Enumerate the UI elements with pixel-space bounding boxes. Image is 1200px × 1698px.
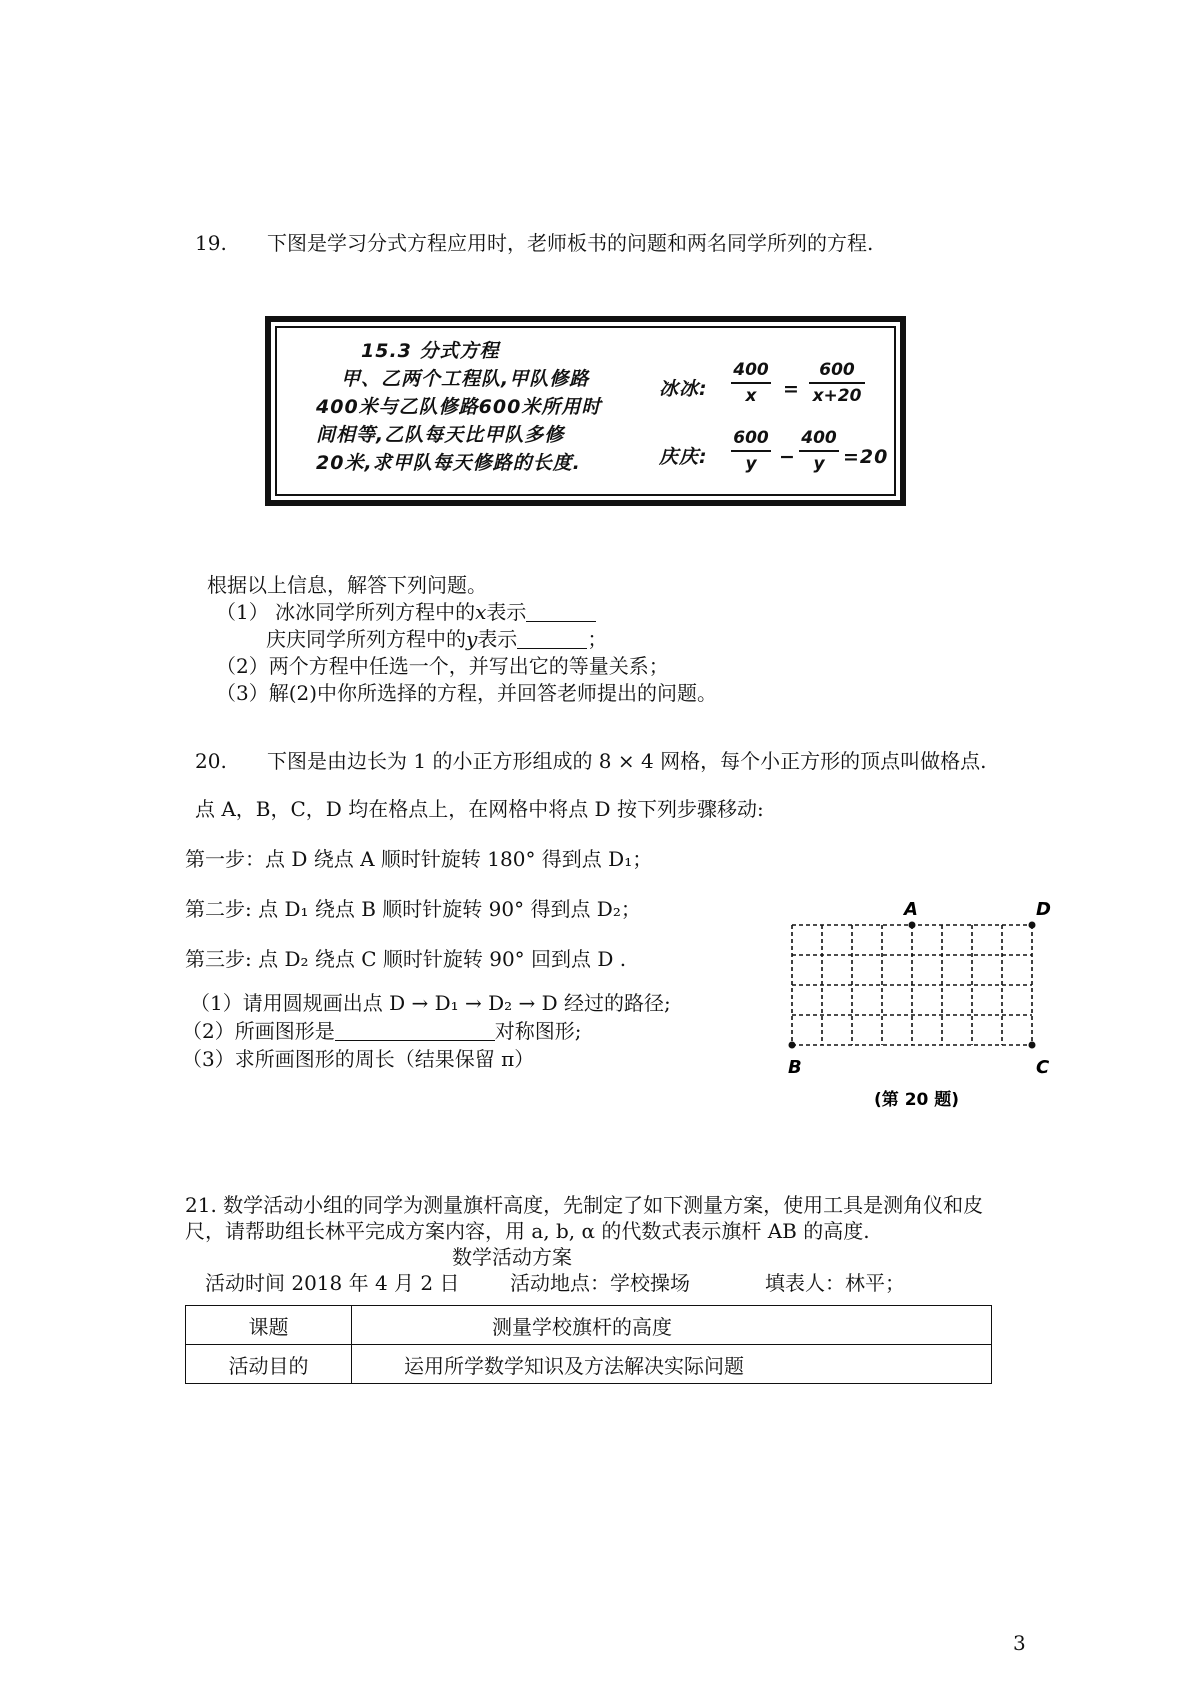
student2-frac-b <box>799 428 839 474</box>
q21-line1: 21. 数学活动小组的同学为测量旗杆高度，先制定了如下测量方案，使用工具是测角仪和皮 <box>185 1193 984 1217</box>
q20-number: 20. <box>195 749 227 773</box>
student2-minus: − <box>779 446 796 468</box>
q20-part2 <box>182 1018 581 1044</box>
answer-blank-1a[interactable] <box>526 601 596 622</box>
q20-part2-pre: （2）所画图形是 <box>182 1019 335 1043</box>
q19-part1b <box>266 626 607 652</box>
q20-intro: 下图是由边长为 1 的小正方形组成的 8 × 4 网格，每个小正方形的顶点叫做格点. <box>267 749 987 773</box>
student1-name: 冰冰: <box>659 378 708 400</box>
meta-place: 活动地点：学校操场 <box>510 1271 690 1295</box>
student2-result: =20 <box>843 446 889 468</box>
board-problem-line: 间相等,乙队每天比甲队多修 <box>316 424 565 446</box>
answer-blank-1b[interactable] <box>517 628 587 649</box>
frac-numerator: 400 <box>733 360 769 380</box>
board-title: 15.3 分式方程 <box>361 340 500 362</box>
answer-blank-20-2[interactable] <box>335 1020 495 1041</box>
q19-part1b-pre: 庆庆同学所列方程中的 <box>266 627 466 651</box>
q20-step2: 第二步: 点 D₁ 绕点 B 顺时针旋转 90° 得到点 D₂； <box>185 897 641 921</box>
board-problem-line: 400米与乙队修路600米所用时 <box>316 396 602 418</box>
page-number: 3 <box>1013 1631 1026 1655</box>
plan-table <box>185 1305 992 1384</box>
point-A <box>909 922 916 929</box>
label-B: B <box>788 1057 802 1078</box>
table-cell-label: 课题 <box>186 1306 352 1345</box>
student2-frac-a <box>731 428 771 474</box>
q19-part1b-end: ； <box>587 627 608 651</box>
q19-part1a-post: 表示 <box>486 600 527 624</box>
q19-lead: 根据以上信息，解答下列问题。 <box>207 573 487 597</box>
frac-denominator: y <box>813 454 825 474</box>
q19-intro: 下图是学习分式方程应用时，老师板书的问题和两名同学所列的方程. <box>267 231 874 255</box>
label-A: A <box>904 899 918 920</box>
q20-part2-post: 对称图形; <box>494 1019 582 1043</box>
grid-svg <box>790 895 1070 1125</box>
q19-part1a-pre: （1） 冰冰同学所列方程中的 <box>216 600 476 624</box>
frac-numerator: 600 <box>819 360 855 380</box>
board-problem-line: 20米,求甲队每天修路的长度. <box>316 452 581 474</box>
frac-denominator: x+20 <box>812 386 862 406</box>
student1-equals: = <box>783 378 800 400</box>
q19-number: 19. <box>195 231 227 255</box>
q21-line2: 尺，请帮助组长林平完成方案内容，用 a, b, α 的代数式表示旗杆 AB 的高度. <box>185 1219 870 1243</box>
label-C: C <box>1036 1057 1050 1078</box>
grid-lines <box>792 925 1032 1045</box>
table-row <box>186 1345 992 1384</box>
q20-part1: （1）请用圆规画出点 D → D₁ → D₂ → D 经过的路径; <box>190 991 671 1015</box>
point-C <box>1029 1042 1036 1049</box>
point-B <box>789 1042 796 1049</box>
table-cell-value: 运用所学数学知识及方法解决实际问题 <box>352 1345 992 1384</box>
table-cell-label: 活动目的 <box>186 1345 352 1384</box>
meta-filler: 填表人：林平； <box>765 1271 905 1295</box>
table-cell-value: 测量学校旗杆的高度 <box>352 1306 992 1345</box>
label-D: D <box>1036 899 1051 920</box>
q19-part1a <box>216 599 596 625</box>
var-y: y <box>466 627 478 651</box>
chalkboard-figure <box>265 316 906 506</box>
student1-frac-right <box>809 360 865 406</box>
point-D <box>1029 922 1036 929</box>
frac-numerator: 600 <box>733 428 769 448</box>
student1-frac-left <box>731 360 771 406</box>
q20-step3: 第三步: 点 D₂ 绕点 C 顺时针旋转 90° 回到点 D . <box>185 947 627 971</box>
student2-name: 庆庆: <box>659 446 708 468</box>
table-row <box>186 1306 992 1345</box>
q19-part3: （3）解(2)中你所选择的方程，并回答老师提出的问题。 <box>216 681 718 705</box>
plan-title: 数学活动方案 <box>452 1245 572 1269</box>
q20-part3: （3）求所画图形的周长（结果保留 π） <box>182 1047 535 1071</box>
q19-part1b-post: 表示 <box>477 627 518 651</box>
figure-caption: (第 20 题) <box>874 1090 960 1110</box>
board-problem-line: 甲、乙两个工程队,甲队修路 <box>341 368 590 390</box>
frac-numerator: 400 <box>801 428 837 448</box>
frac-denominator: x <box>745 386 757 406</box>
meta-time: 活动时间 2018 年 4 月 2 日 <box>205 1271 460 1295</box>
q19-part2: （2）两个方程中任选一个，并写出它的等量关系； <box>216 654 669 678</box>
q20-line2: 点 A，B，C，D 均在格点上，在网格中将点 D 按下列步骤移动: <box>195 797 764 821</box>
var-x: x <box>475 600 487 624</box>
grid-figure <box>790 895 1070 1125</box>
q20-step1: 第一步：点 D 绕点 A 顺时针旋转 180° 得到点 D₁； <box>185 847 653 871</box>
frac-denominator: y <box>745 454 757 474</box>
